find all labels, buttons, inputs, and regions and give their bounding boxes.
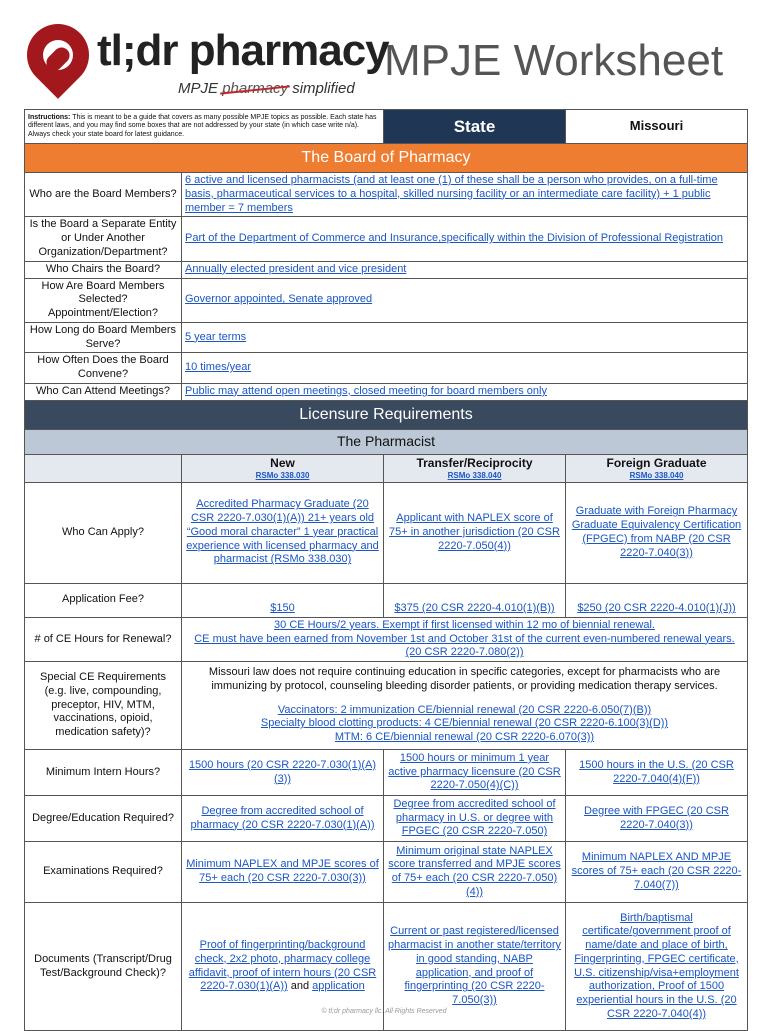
licensure-question: Degree/Education Required? — [25, 796, 182, 842]
board-answer[interactable]: 6 active and licensed pharmacists (and at least one (1) of these shall be a person who provides, on a full-time basis, pharmaceutical services to a hospital, skilled nursing facility or an intermediate care facility) + 1 public member = 7 members — [182, 173, 748, 217]
board-heading: The Board of Pharmacy — [25, 144, 748, 173]
foreign-answer[interactable]: 1500 hours in the U.S. (20 CSR 2220-7.040(4)(F)) — [566, 750, 748, 796]
table-row — [25, 583, 748, 617]
table-row — [25, 173, 748, 217]
table-row — [25, 217, 748, 261]
special-ce-answer[interactable] — [182, 662, 748, 750]
column-header-row — [25, 454, 748, 482]
transfer-answer[interactable]: Applicant with NAPLEX score of 75+ in another jurisdiction (20 CSR 2220-7.050(4)) — [384, 482, 566, 583]
licensure-question: # of CE Hours for Renewal? — [25, 617, 182, 661]
foreign-answer[interactable]: Degree with FPGEC (20 CSR 2220-7.040(3)) — [566, 796, 748, 842]
footer-copyright: © tl;dr pharmacy llc. All Rights Reserved — [321, 1008, 447, 1015]
foreign-answer[interactable]: Graduate with Foreign Pharmacy Graduate Equivalency Certification (FPGEC) from NABP (20 CSR 2220-7.040(3)) — [566, 482, 748, 583]
board-answer[interactable]: 5 year terms — [182, 322, 748, 353]
board-question: Who Chairs the Board? — [25, 261, 182, 278]
special-ce-line: Vaccinators: 2 immunization CE/biennial renewal (20 CSR 2220-6.050(7)(B)) — [277, 703, 652, 716]
licensure-heading: Licensure Requirements — [25, 400, 748, 429]
column-header-transfer — [384, 454, 566, 482]
column-title: New — [270, 455, 295, 470]
column-title: Foreign Graduate — [606, 455, 707, 470]
worksheet-table — [24, 109, 748, 1031]
tagline-prefix: MPJE — [178, 80, 219, 97]
ce-line: CE must have been earned from November 1st and October 31st of the current even-numbered renewal years. — [194, 632, 735, 645]
blank-header-cell — [25, 454, 182, 482]
new-answer[interactable]: Accredited Pharmacy Graduate (20 CSR 2220-7.030(1)(A)) 21+ years old “Good moral character” 1 year practical experience with licensed pharmacy and pharmacist (RSMo 338.030) — [182, 482, 384, 583]
brand-name: tl;dr pharmacy — [97, 26, 389, 75]
foreign-answer[interactable]: Birth/baptismal certificate/government proof of name/date and place of birth, Fingerprinting, FPGEC certificate, U.S. citizenship/visa+employment authorization, Proof of 1500 experiential hours in the U.S. (20 CSR 2220-7.040(4)) — [566, 903, 748, 1031]
pharmacist-subheading: The Pharmacist — [25, 429, 748, 454]
licensure-question: Special CE Requirements (e.g. live, compounding, preceptor, HIV, MTM, vaccinations, opioid, medication safety)? — [25, 662, 182, 750]
state-value[interactable]: Missouri — [566, 110, 748, 144]
transfer-answer[interactable]: 1500 hours or minimum 1 year active pharmacy licensure (20 CSR 2220-7.050(4)(C)) — [384, 750, 566, 796]
table-row — [25, 842, 748, 903]
column-title: Transfer/Reciprocity — [416, 455, 533, 470]
instructions-text: This is meant to be a guide that covers as many possible MPJE topics as possible. Each state has different laws, and you may find some boxes that are not addressed by your state (in which case write n/a). Always check your state board for latest guidance. — [28, 113, 377, 138]
foreign-answer[interactable]: $250 (20 CSR 2220-4.010(1)(J)) — [566, 583, 748, 617]
transfer-answer[interactable]: Degree from accredited school of pharmacy in U.S. or degree with FPGEC (20 CSR 2220-7.050) — [384, 796, 566, 842]
foreign-answer[interactable]: Minimum NAPLEX AND MPJE scores of 75+ each (20 CSR 2220-7.040(7)) — [566, 842, 748, 903]
board-answer[interactable]: Public may attend open meetings, closed meeting for board members only — [182, 383, 748, 400]
board-answer[interactable]: Part of the Department of Commerce and Insurance,specifically within the Division of Professional Registration — [182, 217, 748, 261]
documents-and: and — [287, 980, 313, 993]
column-header-new — [182, 454, 384, 482]
instructions — [25, 110, 384, 144]
board-heading-row — [25, 144, 748, 173]
header — [0, 0, 768, 106]
table-row — [25, 482, 748, 583]
pharmacist-subheading-row — [25, 429, 748, 454]
documents-new-text: Proof of fingerprinting/background check, 2x2 photo, pharmacy college affidavit, proof of intern hours (20 CSR 2220-7.030(1)(A)) — [188, 939, 377, 993]
board-answer[interactable]: Governor appointed, Senate approved — [182, 278, 748, 322]
column-header-foreign — [566, 454, 748, 482]
board-answer[interactable]: 10 times/year — [182, 353, 748, 384]
board-question: Is the Board a Separate Entity or Under Another Organization/Department? — [25, 217, 182, 261]
statute-link[interactable]: RSMo 338.030 — [255, 470, 310, 480]
table-row — [25, 383, 748, 400]
licensure-question: Documents (Transcript/Drug Test/Background Check)? — [25, 903, 182, 1031]
new-answer[interactable]: $150 — [182, 583, 384, 617]
new-answer[interactable]: Degree from accredited school of pharmacy (20 CSR 2220-7.030(1)(A)) — [182, 796, 384, 842]
table-row — [25, 750, 748, 796]
table-row — [25, 353, 748, 384]
transfer-answer[interactable]: Current or past registered/licensed pharmacist in another state/territory in good standing, NABP application, and proof of fingerprinting (20 CSR 2220-7.050(3)) — [384, 903, 566, 1031]
tagline-strike: pharmacy — [222, 80, 289, 97]
board-question: How Are Board Members Selected? Appointment/Election? — [25, 278, 182, 322]
licensure-question: Who Can Apply? — [25, 482, 182, 583]
table-row — [25, 796, 748, 842]
application-link[interactable]: application — [312, 980, 365, 993]
special-ce-line: Specialty blood clotting products: 4 CE/biennial renewal (20 CSR 2220-6.100(3)(D)) — [260, 717, 669, 730]
table-row — [25, 662, 748, 750]
board-question: Who are the Board Members? — [25, 173, 182, 217]
ce-hours-answer[interactable] — [182, 617, 748, 661]
board-question: How Long do Board Members Serve? — [25, 322, 182, 353]
licensure-question: Minimum Intern Hours? — [25, 750, 182, 796]
licensure-heading-row — [25, 400, 748, 429]
table-row — [25, 322, 748, 353]
page-title: MPJE Worksheet — [384, 36, 724, 85]
statute-link[interactable]: RSMo 338.040 — [629, 470, 684, 480]
table-row — [25, 261, 748, 278]
transfer-answer[interactable]: Minimum original state NAPLEX score transferred and MPJE scores of 75+ each (20 CSR 2220-7.050)(4)) — [384, 842, 566, 903]
statute-link[interactable]: RSMo 338.040 — [447, 470, 502, 480]
instructions-row — [25, 110, 748, 144]
board-question: Who Can Attend Meetings? — [25, 383, 182, 400]
tagline — [178, 80, 355, 97]
tagline-suffix: simplified — [292, 80, 355, 97]
new-answer[interactable]: 1500 hours (20 CSR 2220-7.030(1)(A)(3)) — [182, 750, 384, 796]
table-row — [25, 617, 748, 661]
board-question: How Often Does the Board Convene? — [25, 353, 182, 384]
special-ce-line: MTM: 6 CE/biennial renewal (20 CSR 2220-6.070(3)) — [334, 731, 595, 744]
state-label: State — [384, 110, 566, 144]
new-answer[interactable]: Minimum NAPLEX and MPJE scores of 75+ each (20 CSR 2220-7.030(3)) — [182, 842, 384, 903]
licensure-question: Examinations Required? — [25, 842, 182, 903]
table-row — [25, 278, 748, 322]
special-ce-intro: Missouri law does not require continuing education in specific categories, except for pharmacists who are immunizing by protocol, counseling bleeding disorder patients, or providing medication therapy services. — [208, 666, 721, 692]
board-answer[interactable]: Annually elected president and vice president — [182, 261, 748, 278]
ce-line: 30 CE Hours/2 years. Exempt if first licensed within 12 mo of biennial renewal. — [274, 618, 655, 631]
licensure-question: Application Fee? — [25, 583, 182, 617]
instructions-label: Instructions: — [28, 113, 71, 121]
ce-line: (20 CSR 2220-7.080(2)) — [405, 646, 524, 659]
transfer-answer[interactable]: $375 (20 CSR 2220-4.010(1)(B)) — [384, 583, 566, 617]
